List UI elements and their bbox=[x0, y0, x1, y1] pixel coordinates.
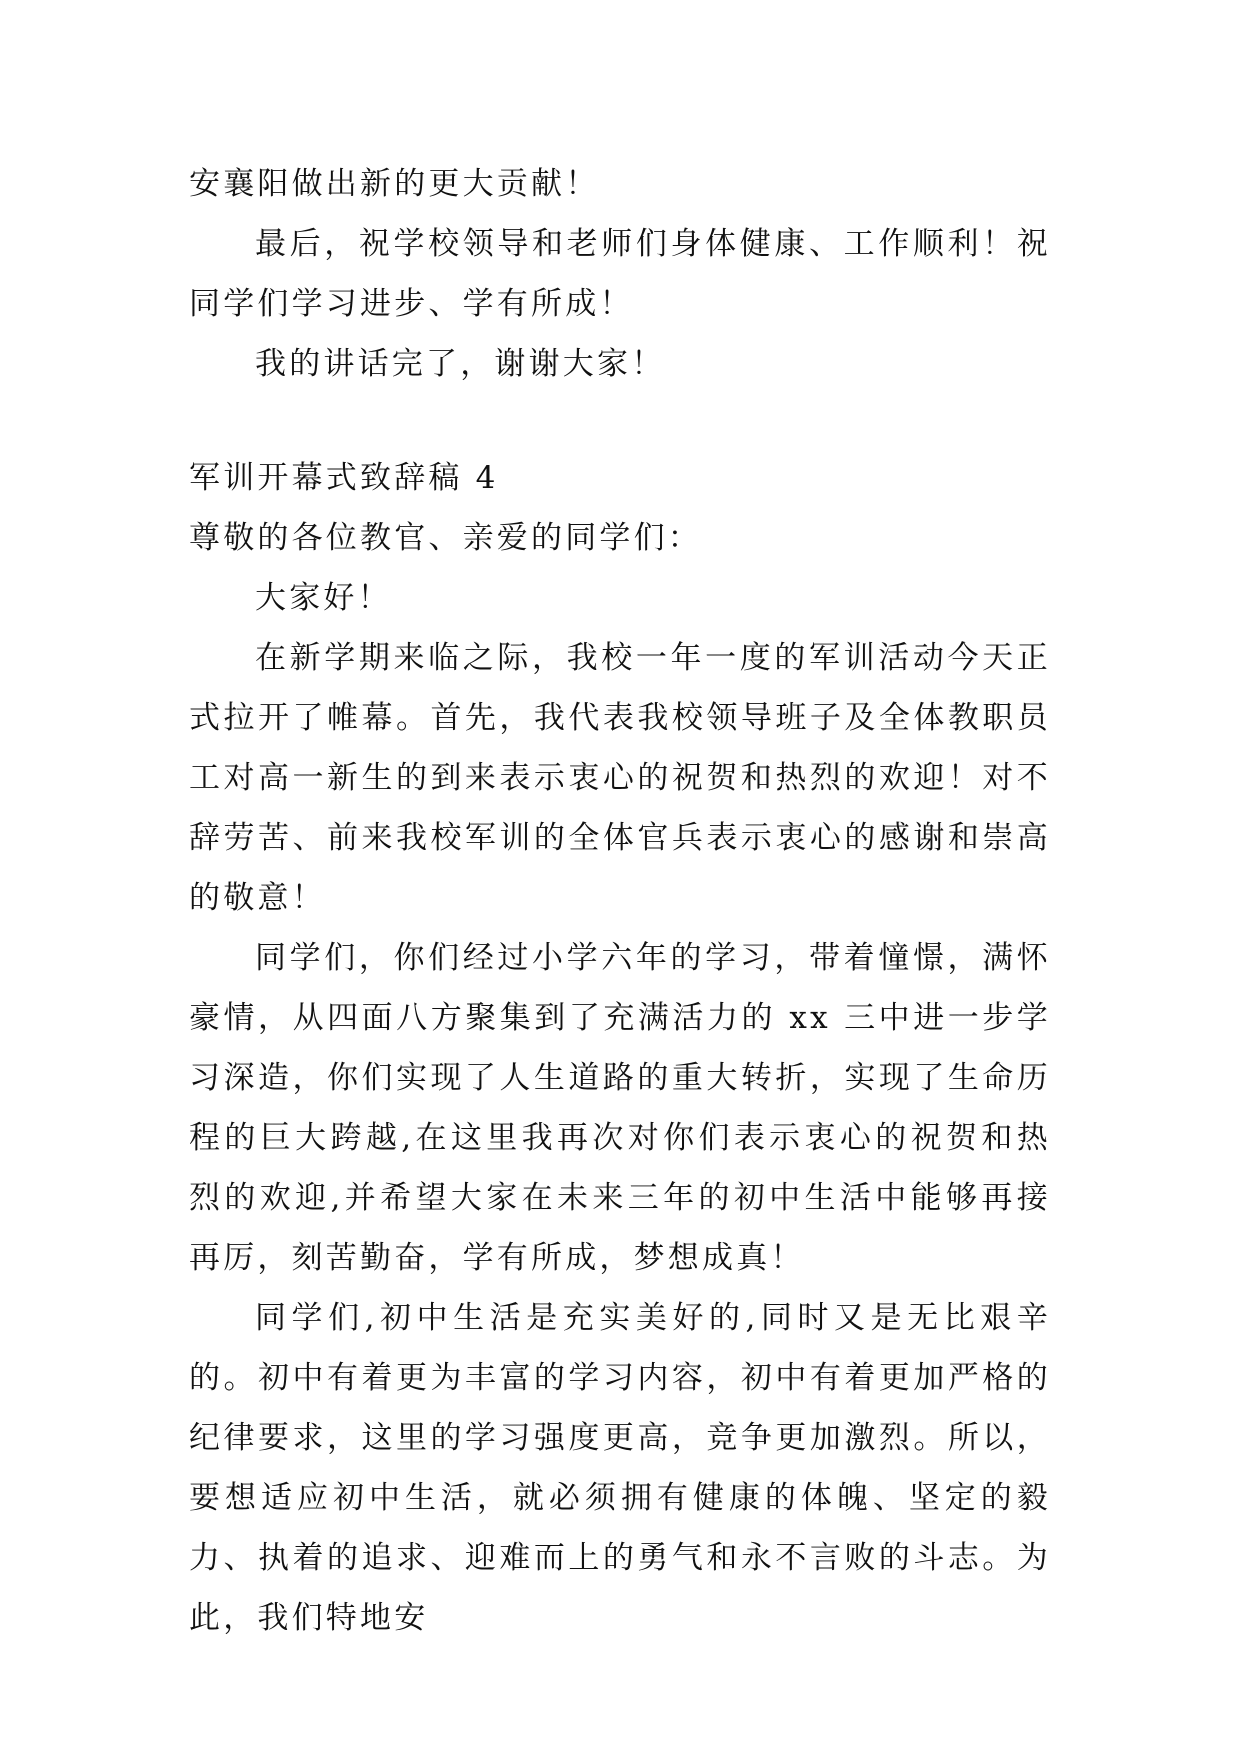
speech-body bbox=[189, 508, 1051, 1648]
body-paragraph: 同学们，你们经过小学六年的学习，带着憧憬，满怀豪情，从四面八方聚集到了充满活力的 xx 三中进一步学习深造，你们实现了人生道路的重大转折，实现了生命历程的巨大跨越,在这里我再次对你们表示衷心的祝贺和热烈的欢迎,并希望大家在未来三年的初中生活中能够再接再厉，刻苦勤奋，学有所成，梦想成真！ bbox=[189, 940, 1051, 1276]
continuation-line: 安襄阳做出新的更大贡献！ bbox=[189, 166, 600, 202]
section-title: 军训开幕式致辞稿 4 bbox=[189, 460, 499, 496]
greeting: 大家好！ bbox=[255, 580, 392, 616]
previous-section bbox=[189, 154, 1051, 394]
closing-wishes-paragraph: 最后，祝学校领导和老师们身体健康、工作顺利！祝同学们学习进步、学有所成！ bbox=[189, 226, 1051, 322]
closing-remark-paragraph: 我的讲话完了，谢谢大家！ bbox=[255, 346, 666, 382]
body-paragraph: 同学们,初中生活是充实美好的,同时又是无比艰辛的。初中有着更为丰富的学习内容，初中有着更加严格的纪律要求，这里的学习强度更高，竞争更加激烈。所以，要想适应初中生活，就必须拥有健康的体魄、坚定的毅力、执着的追求、迎难而上的勇气和永不言败的斗志。为此，我们特地安 bbox=[189, 1300, 1051, 1636]
body-paragraph: 在新学期来临之际，我校一年一度的军训活动今天正式拉开了帷幕。首先，我代表我校领导班子及全体教职员工对高一新生的到来表示衷心的祝贺和热烈的欢迎！对不辞劳苦、前来我校军训的全体官兵表示衷心的感谢和崇高的敬意！ bbox=[189, 640, 1051, 916]
salutation: 尊敬的各位教官、亲爱的同学们： bbox=[189, 520, 702, 556]
section-heading bbox=[189, 448, 1051, 508]
